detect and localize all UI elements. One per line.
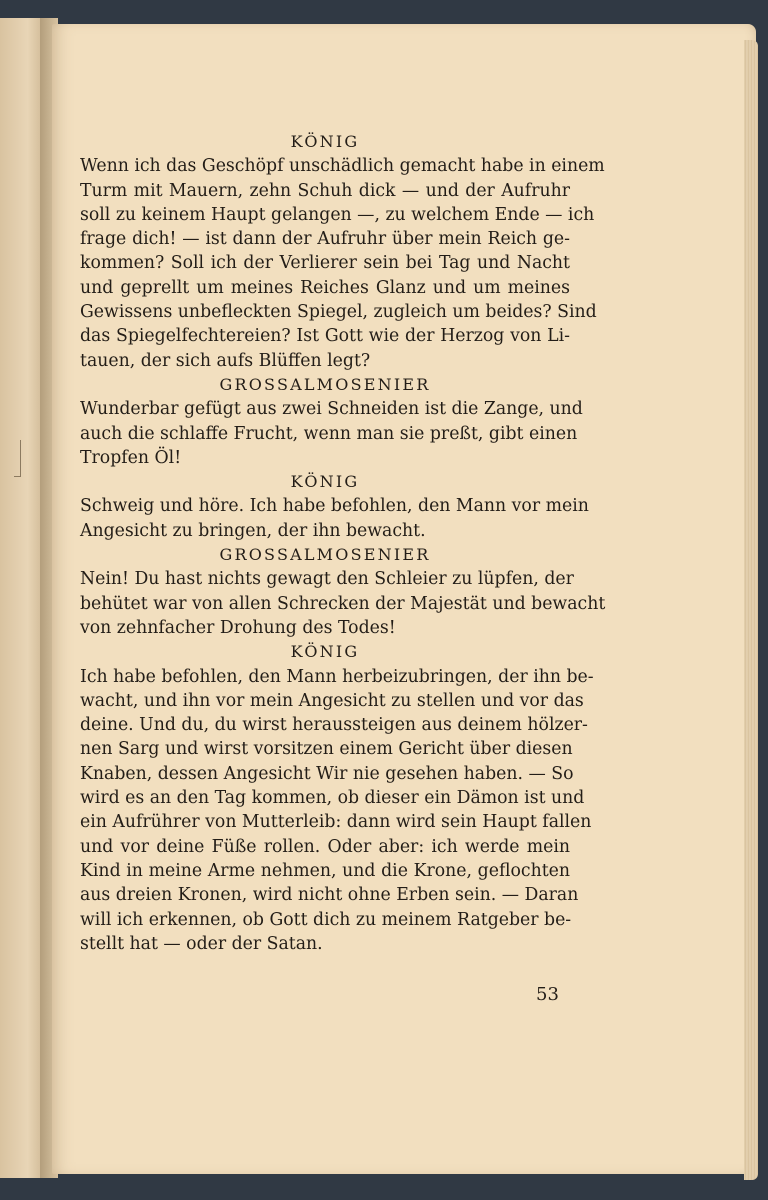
text-line: Wunderbar gefügt aus zwei Schneiden ist die Zange, und [80, 399, 583, 420]
text-line: und vor deine Füße rollen. Oder aber: ich werde mein [80, 836, 570, 857]
text-line: und geprellt um meines Reiches Glanz und um meines [80, 277, 570, 298]
speaker-heading: KÖNIG [290, 132, 360, 151]
text-line: frage dich! — ist dann der Aufruhr über mein Reich ge- [80, 229, 570, 250]
text-line: Angesicht zu bringen, der ihn bewacht. [80, 520, 426, 541]
text-line: ein Aufrührer von Mutterleib: dann wird sein Haupt fallen [80, 812, 592, 833]
text-line: Nein! Du hast nichts gewagt den Schleier zu lüpfen, der [80, 569, 574, 590]
text-line: aus dreien Kronen, wird nicht ohne Erben sein. — Daran [80, 885, 579, 906]
speaker-heading: GROSSALMOSENIER [219, 545, 431, 565]
text-line: Kind in meine Arme nehmen, und die Krone, geflochten [80, 860, 570, 881]
speaker-heading: KÖNIG [290, 642, 360, 662]
text-line: Knaben, dessen Angesicht Wir nie gesehen haben. — So [80, 763, 574, 784]
text-line: stellt hat — oder der Satan. [80, 933, 323, 954]
text-line: von zehnfacher Drohung des Todes! [80, 617, 396, 638]
speaker-heading: GROSSALMOSENIER [219, 374, 431, 394]
text-line: tauen, der sich aufs Blüffen legt? [80, 350, 371, 371]
text-line: Schweig und höre. Ich habe befohlen, den Mann vor mein [80, 496, 589, 517]
text-line: Tropfen Öl! [80, 447, 182, 468]
text-line: das Spiegelfechtereien? Ist Gott wie der Herzog von Li- [80, 326, 570, 347]
text-line: Ich habe befohlen, den Mann herbeizubringen, der ihn be- [80, 666, 594, 687]
text-line: kommen? Soll ich der Verlierer sein bei Tag und Nacht [80, 253, 570, 274]
text-line: wird es an den Tag kommen, ob dieser ein Dämon ist und [80, 788, 585, 809]
text-line: behütet war von allen Schrecken der Majestät und bewacht [80, 593, 606, 614]
page-text [80, 130, 606, 956]
page-stack-edge [744, 40, 758, 1180]
text-line: Turm mit Mauern, zehn Schuh dick — und der Aufruhr [80, 180, 570, 201]
text-line: Gewissens unbefleckten Spiegel, zugleich um beides? Sind [80, 302, 597, 323]
speech-block [80, 665, 594, 957]
text-line: auch die schlaffe Frucht, wenn man sie preßt, gibt einen [80, 423, 578, 444]
speech-block [80, 397, 583, 470]
text-line: will ich erkennen, ob Gott dich zu meinem Ratgeber be- [80, 909, 572, 930]
speech-block [80, 154, 605, 373]
speech-block [80, 494, 589, 543]
text-line: nen Sarg und wirst vorsitzen einem Gericht über diesen [80, 739, 573, 760]
text-line: deine. Und du, du wirst heraussteigen aus deinem hölzer- [80, 715, 588, 736]
text-line: wacht, und ihn vor mein Angesicht zu stellen und vor das [80, 690, 584, 711]
facing-page-mark [14, 440, 21, 477]
page-number: 53 [536, 984, 559, 1005]
text-line: soll zu keinem Haupt gelangen —, zu welchem Ende — ich [80, 204, 595, 225]
text-line: Wenn ich das Geschöpf unschädlich gemacht habe in einem [80, 156, 605, 177]
speech-block [80, 567, 606, 640]
speaker-heading: KÖNIG [290, 472, 360, 492]
